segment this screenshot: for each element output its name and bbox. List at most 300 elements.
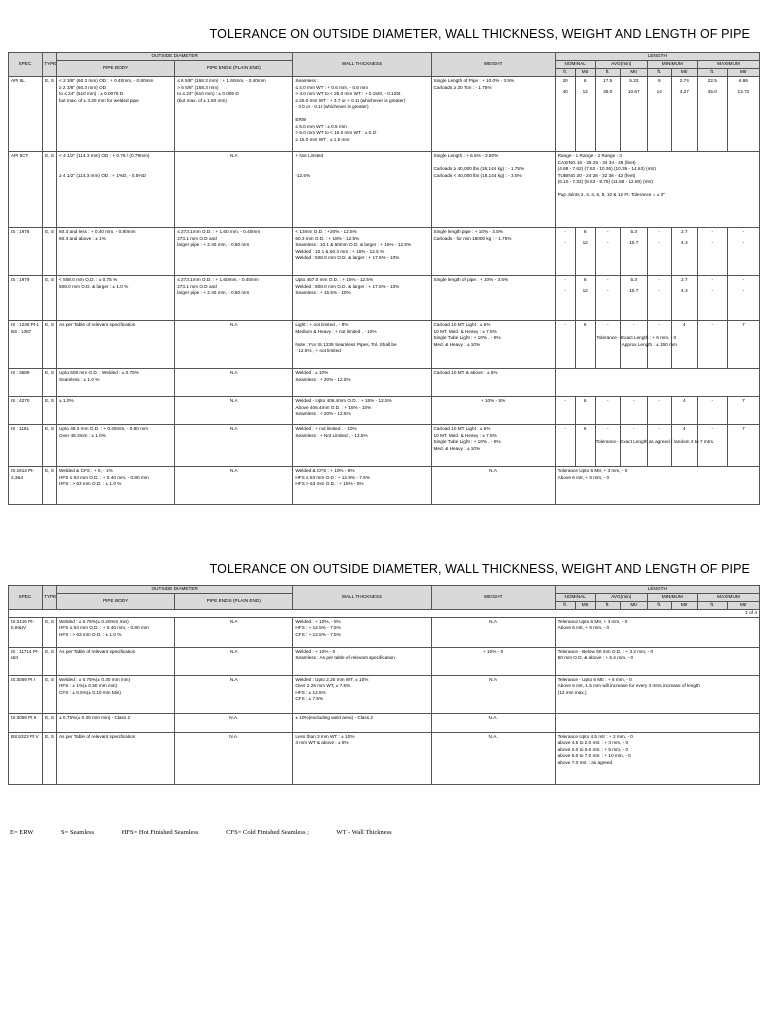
wall-line: -12.5% <box>295 172 311 178</box>
spec-cell: IS:3059 Pt I <box>9 675 43 713</box>
length-block-line: Pup Joints 2, 3, 4, 6, 8, 10 & 12 Ft. Tolerance = ± 3" <box>557 192 665 197</box>
wall-line: > 4.0 mm WT to < 25.0 mm WT : + 0.150t, - 0.125t <box>295 91 401 96</box>
length-value-cell <box>647 228 671 276</box>
weight-line: Single Length of Pipe : + 10.0% - 3.5% <box>433 78 515 83</box>
weight-line: Med. & Heavy : ± 10% <box>433 445 481 451</box>
pipe-body-line: Over 48.3mm : ± 1.0% <box>59 432 106 438</box>
header-unit-mtr: Mtr <box>575 69 595 77</box>
weight-line: Carloads ≥ 40,000 lbs (18,144 kg) : - 1.75% <box>433 166 525 171</box>
pipe-body-line: but max. of ± 3.20 mm for welded pipe <box>59 97 139 103</box>
spec-cell: IS : 3589 <box>9 369 43 397</box>
length-value-cell <box>595 276 620 321</box>
length-value-cell <box>575 397 595 425</box>
length-value: 5.3 <box>630 277 638 282</box>
length-value: - <box>658 239 661 245</box>
pipe-body-line: Welded & CFS : + 0, - 1% <box>59 468 113 473</box>
weight-cell <box>431 647 555 675</box>
pipe-body-cell <box>57 647 175 675</box>
length-note-line: Above 6 mtr, 1.5 mm will increase for every 3 mtrs increase of length <box>557 683 700 688</box>
header-pipe-ends: PIPE ENDS (PLAIN END) <box>175 61 293 77</box>
wall-line: Welded - Upto 406.4mm O.D. : + 15% - 12.5% <box>295 398 392 403</box>
wall-line: Seamless : 10.1 & 60mm O.D. & larger : + 15% - 12.5% <box>295 242 412 247</box>
length-value: - <box>742 277 745 282</box>
spec-cell: IS : 1239 Pt-1 BS : 1387 <box>9 321 43 369</box>
header-minimum: MINIMUM <box>647 594 697 602</box>
wall-line: Seamless : <box>295 78 319 83</box>
weight-cell <box>431 732 555 784</box>
header-nominal: NOMINAL <box>555 594 595 602</box>
length-value: 6 <box>583 322 587 327</box>
wall-line: Welded : + not limited , - 10% <box>295 426 357 431</box>
pipe-ends-line: to ≤ 24" (610 mm) : ± 0.005 D <box>177 91 239 96</box>
wall-line: ≥ 15.0 mm WT : ± 1.5 mm <box>295 136 350 142</box>
wall-line: Note : For IS 1239 Seamless Pipes, Tol. Shall be <box>295 341 397 347</box>
length-value-cell <box>727 77 759 152</box>
length-note-cell <box>555 467 759 505</box>
length-value: - <box>711 287 714 293</box>
pipe-ends-cell <box>175 397 293 425</box>
length-value-cell <box>671 425 697 467</box>
length-value: 40 <box>562 88 568 94</box>
pipe-ends-cell <box>175 617 293 647</box>
header-type: TYPE <box>43 53 57 77</box>
wall-thickness-cell <box>293 713 431 732</box>
pipe-body-line: to ≤ 24" (610 mm) : ± 0.0075 D <box>59 91 124 96</box>
wall-line: < 13mm O.D. : +20% - 12.5% <box>295 229 357 234</box>
pipe-ends-cell <box>175 152 293 228</box>
header-unit-mtr: Mtr <box>727 602 759 610</box>
length-note-line: Above 6 mtr, + 6 mm, - 0 <box>557 474 610 480</box>
wall-thickness-cell <box>293 321 431 369</box>
pipe-body-cell <box>57 321 175 369</box>
page-number: 1 of 4 <box>9 610 760 618</box>
weight-line: Single length pipe : + 10% - 3.5% <box>433 229 503 234</box>
weight-cell <box>431 617 555 647</box>
weight-cell <box>431 228 555 276</box>
length-value-cell <box>671 276 697 321</box>
wall-line: Seamless : + 20% - 12.5% <box>295 411 351 416</box>
wall-line: ERW <box>295 117 307 122</box>
header-maximum: MAXIMUM <box>697 61 759 69</box>
wall-line: Welded : 508.0 mm O.D. & larger : + 17.5% - 10% <box>295 283 400 289</box>
pipe-body-cell <box>57 467 175 505</box>
length-value: 6 <box>583 426 587 431</box>
length-value: - <box>564 229 566 234</box>
wall-thickness-cell <box>293 397 431 425</box>
header-minimum: MINIMUM <box>647 61 697 69</box>
length-block-line: TUBING 20 - 24 28 - 32 38 - 42 (feet) <box>557 172 636 178</box>
header-pipe-ends: PIPE ENDS (PLAIN END) <box>175 594 293 610</box>
length-value: - <box>606 322 609 327</box>
header-unit-mtr: Mtr <box>575 602 595 610</box>
length-value-cell <box>727 321 759 369</box>
header-unit-ft: ft. <box>555 602 575 610</box>
length-note-line: 50 mm O.D. & above : + 6.4 mm, - 0 <box>557 655 634 660</box>
weight-line: N.A <box>489 468 497 473</box>
pipe-body-line: As per Table of relevant specification <box>59 322 136 327</box>
length-value-cell <box>620 397 647 425</box>
pipe-ends-line: N.A <box>229 398 238 403</box>
length-value: - <box>606 398 609 403</box>
length-value: 4 <box>682 426 686 431</box>
spec-cell: API 5CT <box>9 152 43 228</box>
wall-thickness-cell <box>293 467 431 505</box>
weight-line: Carloads - for min 18000 kg : - 1.75% <box>433 235 512 241</box>
length-value-cell <box>697 321 727 369</box>
length-value: 6 <box>583 277 587 282</box>
weight-cell <box>431 467 555 505</box>
length-value-cell <box>727 276 759 321</box>
weight-line: 10 MT, Med. & Heavy : ± 7.5% <box>433 432 497 438</box>
length-value: - <box>711 322 714 327</box>
length-note-cell <box>555 713 759 732</box>
length-value-cell <box>595 77 620 152</box>
wall-line: Seamless : As per table of relevant specification <box>295 655 395 660</box>
length-value-cell <box>575 276 595 321</box>
weight-cell <box>431 321 555 369</box>
wall-line: Welded & CFS : + 10% - 5% <box>295 468 355 473</box>
header-pipe-body: PIPE BODY <box>57 61 175 77</box>
length-block-line: Range - 1 Range - 2 Range - 3 <box>557 153 623 158</box>
header-spec: SPEC. <box>9 53 43 77</box>
legend-item: S= Seamless <box>60 829 95 836</box>
table-row <box>9 675 760 713</box>
table-row <box>9 321 760 369</box>
wall-thickness-cell <box>293 77 431 152</box>
wall-line: Over 2.25 mm WT, ± 7.5% <box>295 683 351 688</box>
weight-cell <box>431 152 555 228</box>
length-value: 4.27 <box>679 88 689 94</box>
weight-cell <box>431 397 555 425</box>
length-note-line: Telerance Upto 6 Mtr, + 3 mm, - 0 <box>557 618 628 624</box>
length-value-cell <box>671 397 697 425</box>
table-row <box>9 617 760 647</box>
header-outside-diameter: OUTSIDE DIAMETER <box>57 53 293 61</box>
spec-cell: IS:1914 Pt-2,3&4 <box>9 467 43 505</box>
length-value-cell <box>555 425 715 467</box>
length-value: - <box>564 398 566 403</box>
page-title-2: TOLERANCE ON OUTSIDE DIAMETER, WALL THICKNESS, WEIGHT AND LENGTH OF PIPE <box>209 562 750 576</box>
wall-line: Welded : + 10%, - 5% <box>295 618 341 624</box>
table-row <box>9 152 760 228</box>
length-value: 17.5 <box>603 78 613 83</box>
length-value: 10.7 <box>629 239 639 245</box>
pipe-ends-cell <box>175 369 293 397</box>
length-value-cell <box>697 228 727 276</box>
length-value: - <box>742 287 745 293</box>
weight-line: Single Length : + 6.5% - 3.50% <box>433 153 499 158</box>
pipe-body-cell <box>57 276 175 321</box>
wall-line: Seamless : + Not Limited , - 12.5% <box>295 432 368 438</box>
wall-line: Welded : ± 10% <box>295 370 329 375</box>
length-value: 35.0 <box>603 88 613 94</box>
length-value: - <box>658 229 661 234</box>
type-cell: E, S <box>43 321 57 369</box>
pipe-ends-line: 273.1 mm O.D and <box>177 283 217 289</box>
length-value: - <box>632 398 635 403</box>
length-value: 5.33 <box>629 78 639 83</box>
pipe-body-cell <box>57 369 175 397</box>
length-value-cell <box>595 397 620 425</box>
table-2-body <box>9 617 760 784</box>
length-value-cell <box>727 397 759 425</box>
wall-line: Above 406.4mm O.D. : + 15% - 10% <box>295 404 372 410</box>
length-value: 2.7 <box>681 229 688 234</box>
pipe-body-line: HFS : ± 1%(± 0.50 mm min) <box>59 683 118 688</box>
length-value-cell <box>671 77 697 152</box>
pipe-body-line: CFS : ± 0.5%(± 0.10 mm Min) <box>59 689 121 695</box>
length-note-cell <box>555 675 759 713</box>
pipe-body-line: ≥ 2 3/8" (60.3 mm) OD <box>59 84 107 90</box>
wall-line: Welded : 10.1 & 60.3 mm : + 15% - 12.5 % <box>295 248 385 254</box>
length-value: - <box>564 277 566 282</box>
weight-cell <box>431 369 555 397</box>
wall-line: HFS ≤ 63 mm O.D : + 12.5% - 7.5% <box>295 474 370 480</box>
length-value: - <box>658 287 661 293</box>
wall-thickness-cell <box>293 228 431 276</box>
type-cell: E, S <box>43 152 57 228</box>
pipe-body-line: HFS ≤ 63 mm O.D. : + 0.40 mm, - 0.80 mm <box>59 474 149 480</box>
weight-cell <box>431 425 555 467</box>
pipe-body-cell <box>57 77 175 152</box>
header-unit-mtr: Mtr <box>620 602 647 610</box>
header-unit-ft: ft. <box>697 602 727 610</box>
weight-cell <box>431 675 555 713</box>
wall-line: > 5.0 mm WT to < 15.0 mm WT : ± 0.1t <box>295 130 377 135</box>
length-value: 7 <box>742 426 745 431</box>
length-value-cell <box>620 77 647 152</box>
type-cell: E, S <box>43 276 57 321</box>
length-value-cell <box>671 228 697 276</box>
legend-item: HFS= Hot Finished Seamless <box>121 829 199 836</box>
pipe-ends-line: ≤ 273.1mm O.D. : + 1.60mm, - 0.40mm <box>177 277 259 282</box>
wall-line: ≥ 25.0 mm WT : + 3.7 or + 0.1t (whichever is greater) <box>295 97 406 103</box>
wall-thickness-cell <box>293 617 431 647</box>
header-unit-ft: ft. <box>555 69 575 77</box>
pipe-ends-cell <box>175 228 293 276</box>
wall-line: ≤ 4.0 mm WT : + 0.6 mm, - 0.5 mm <box>295 84 369 90</box>
length-value: - <box>658 322 661 327</box>
spec-cell: IS : 1979 <box>9 276 43 321</box>
length-note-line: Tolerance Upto 6 Mtr, + 3 mm, - 0 <box>557 468 628 473</box>
length-note-cell <box>555 369 759 397</box>
length-value: 4.3 <box>681 287 688 293</box>
pipe-ends-line: N.A <box>229 370 238 375</box>
length-value: 12 <box>582 239 588 245</box>
length-value-cell <box>555 276 575 321</box>
pipe-body-line: Welded : ± 0.75%(± 0.20mm min) <box>59 618 129 624</box>
type-cell: E, S <box>43 228 57 276</box>
weight-line: N.A <box>489 618 497 624</box>
weight-line: N.A. <box>488 714 498 720</box>
length-value: - <box>564 426 566 431</box>
length-value: 4 <box>682 322 686 327</box>
weight-line: Carload 10 MT Light : ± 5% <box>433 322 491 327</box>
spec-cell: IS : 11714 Pt-I&II <box>9 647 43 675</box>
length-value: - <box>606 239 609 245</box>
length-value-cell <box>620 276 647 321</box>
length-note-line: Approx Length : ± 150 mm <box>621 341 677 347</box>
pipe-body-line: ± 1.0% <box>59 398 74 403</box>
header-unit-mtr: Mtr <box>671 602 697 610</box>
length-value: - <box>658 398 661 403</box>
pipe-ends-line: (but max. of ± 1.60 mm) <box>177 97 227 103</box>
type-cell: E, S <box>43 675 57 713</box>
pipe-body-cell <box>57 617 175 647</box>
length-value-cell <box>620 228 647 276</box>
length-value: - <box>711 239 714 245</box>
type-cell: E, S <box>43 732 57 784</box>
length-value-cell <box>697 77 727 152</box>
type-cell: E, S <box>43 369 57 397</box>
pipe-body-cell <box>57 152 175 228</box>
length-value: - <box>564 239 566 245</box>
length-value: 12 <box>582 287 588 293</box>
wall-line: 3 mm WT & above : ± 8% <box>295 740 349 745</box>
pipe-body-line: < 2 3/8" (60.3 mm) OD : + 0.40mm, - 0.80mm <box>59 78 154 83</box>
length-note <box>596 335 677 348</box>
length-value-cell <box>727 425 759 467</box>
pipe-ends-cell <box>175 276 293 321</box>
length-note-line: Above 6 mtr, + 6 mm, - 0 <box>557 625 610 630</box>
pipe-ends-cell <box>175 713 293 732</box>
pipe-body-cell <box>57 732 175 784</box>
spec-cell: API 5L <box>9 77 43 152</box>
table-row <box>9 425 760 467</box>
pipe-ends-line: N.A <box>229 426 238 431</box>
header-unit-ft: ft. <box>647 602 671 610</box>
wall-line: Medium & Heavy : + not limited , - 10% <box>295 328 377 334</box>
length-value: - <box>606 426 609 431</box>
header-unit-ft: ft. <box>647 69 671 77</box>
table-row <box>9 713 760 732</box>
pipe-ends-cell <box>175 467 293 505</box>
table-row <box>9 397 760 425</box>
length-value-cell <box>555 321 677 369</box>
length-value: - <box>606 229 609 234</box>
pipe-ends-line: N.A <box>229 618 238 624</box>
pipe-body-line: As per Table of relevant specification <box>59 733 136 739</box>
type-cell: E, S <box>43 467 57 505</box>
length-value-cell <box>575 321 595 369</box>
length-value-cell <box>575 425 595 467</box>
table-row <box>9 369 760 397</box>
wall-line: + Not Limited <box>295 153 324 158</box>
weight-line: Carloads ≥ 20 Ton : - 1.75% <box>433 84 492 90</box>
wall-thickness-cell <box>293 276 431 321</box>
length-note <box>596 439 715 446</box>
length-value-cell <box>697 397 727 425</box>
length-value: 6 <box>583 229 587 234</box>
wall-line: HFS : ± 12.5% <box>295 689 326 695</box>
header-unit-ft: ft. <box>595 602 620 610</box>
length-note-cell <box>555 617 759 647</box>
pipe-ends-line: N.A <box>229 153 238 158</box>
length-note-line: Telerance Upto 4.5 mtr : + 2 mm, - 0 <box>557 733 633 739</box>
pipe-body-line: < 508.0 mm O.D. : ± 0.75 % <box>59 277 118 282</box>
pipe-body-cell <box>57 425 175 467</box>
weight-line: Carloads < 40,000 lbs (18,144 kg) : - 3.5% <box>433 172 522 178</box>
weight-cell <box>431 276 555 321</box>
pipe-ends-cell <box>175 425 293 467</box>
length-note-line: above 7.0 mtr. : as agreed <box>557 759 613 765</box>
pipe-body-line: As per Table of relevant specification <box>59 648 136 654</box>
length-value: 7 <box>742 322 745 327</box>
header-maximum: MAXIMUM <box>697 594 759 602</box>
length-value: - <box>658 277 661 282</box>
table-row <box>9 276 760 321</box>
header-length: LENGTH <box>555 586 759 594</box>
legend-item: CFS= Cold Finished Seamless ; <box>226 829 309 836</box>
type-cell: E, S <box>43 77 57 152</box>
length-value: 13.72 <box>737 88 750 94</box>
weight-line: + 10% - 0 <box>482 648 504 654</box>
length-block-line: CASING 16 - 25 25 - 34 34 - 48 (feet) <box>557 159 636 165</box>
wall-line: HFS > 63 mm O.D. : + 15% - 5% <box>295 481 364 486</box>
pipe-body-line: HFS : > 63 mm O.D. : ± 1.0 % <box>59 631 122 637</box>
length-note-cell <box>555 732 759 784</box>
header-outside-diameter: OUTSIDE DIAMETER <box>57 586 293 594</box>
table-row <box>9 732 760 784</box>
header-unit-mtr: Mtr <box>620 69 647 77</box>
pipe-ends-line: ≤ 273.1mm O.D. : + 1.60 mm, - 0.40mm <box>177 229 261 234</box>
length-value: - <box>632 426 635 431</box>
length-value: - <box>711 277 714 282</box>
length-note-line: Telerance - Upto 6 Mtr : + 6 mm, - 0 <box>557 676 632 682</box>
weight-line: Carload 10 MT & above : ± 5% <box>433 370 498 375</box>
pipe-body-cell <box>57 713 175 732</box>
pipe-body-line: < 4 1/2" (114.3 mm) OD : + 0.79 / (0.79mm) <box>59 153 150 158</box>
weight-line: Single Tube Light : + 10% , - 8% <box>433 439 501 444</box>
length-value: 4.3 <box>681 239 688 245</box>
spec-cell: IS : 1161 <box>9 425 43 467</box>
table-1-body <box>9 77 760 505</box>
legend <box>10 829 418 836</box>
length-value: 12 <box>582 88 588 94</box>
wall-line: ≤ 5.0 mm WT : ± 0.5 mm <box>295 123 347 129</box>
wall-line: Upto 457.0 mm O.D. : + 15% - 12.5% <box>295 277 374 282</box>
wall-thickness-cell <box>293 152 431 228</box>
length-value: - <box>711 426 714 431</box>
table-row <box>9 228 760 276</box>
wall-line: Less than 3 mm WT : ± 10% <box>295 733 355 739</box>
pipe-ends-line: N.A. <box>229 733 239 739</box>
weight-line: N.A. <box>488 733 498 739</box>
length-value-cell <box>647 77 671 152</box>
wall-line: Welded : Upto 2.25 mm WT, ± 10% <box>295 676 369 682</box>
wall-line: 60.3 mm O.D. : + 18% - 12.5% <box>295 235 360 241</box>
pipe-body-cell <box>57 397 175 425</box>
wall-line: HFS : + 12.5% - 7.5% <box>295 625 341 630</box>
length-value: 6.86 <box>738 78 748 83</box>
legend-item: E= ERW <box>10 829 34 836</box>
header-pipe-body: PIPE BODY <box>57 594 175 610</box>
spec-cell: BS:6323 Pt V <box>9 732 43 784</box>
header-unit-ft: ft. <box>595 69 620 77</box>
pipe-ends-line: N.A <box>229 676 238 682</box>
pipe-ends-line: N.A <box>229 322 238 327</box>
wall-line: - 12.5% , + not limited <box>295 348 341 353</box>
length-value-cell <box>555 397 575 425</box>
length-note-line: above 5.0 to 7.0 mtr. : + 10 mm, - 0 <box>557 753 631 758</box>
length-value: 20 <box>562 78 568 83</box>
length-note-line: above 2.0 to 5.0 mtr. : + 5 mm, - 0 <box>557 746 629 752</box>
length-value: - <box>711 229 714 234</box>
wall-line: Seamless : + 20% - 12.5% <box>295 376 351 382</box>
header-avg-min: AVG(min) <box>595 594 647 602</box>
length-value-cell <box>575 77 595 152</box>
length-value: - <box>606 287 609 293</box>
